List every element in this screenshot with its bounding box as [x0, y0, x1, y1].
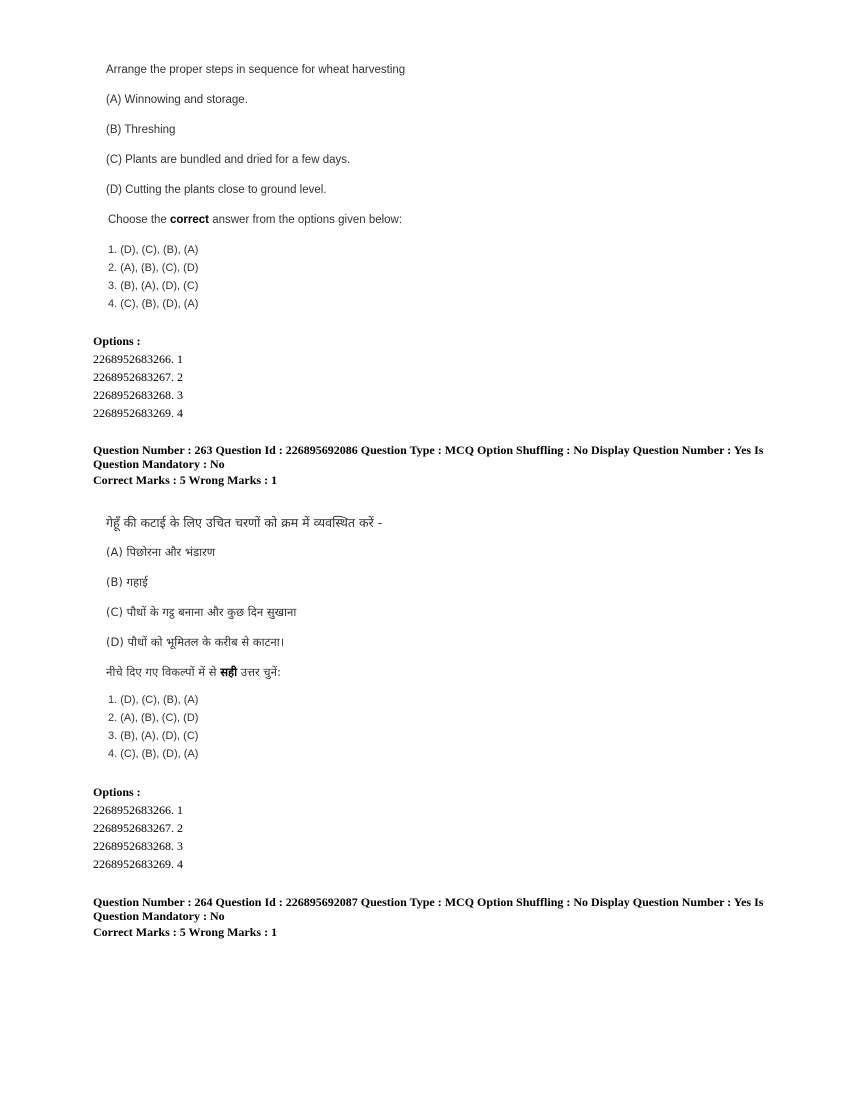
answer-item: 2. (A), (B), (C), (D)	[108, 712, 199, 724]
option-row: 2268952683266. 1	[93, 352, 183, 366]
statement-a: (A) Winnowing and storage.	[106, 94, 248, 106]
instruction	[106, 665, 281, 680]
instruction-emphasis: सही	[220, 665, 238, 679]
options-heading: Options :	[93, 785, 141, 799]
statement-d: (D) पौधों को भूमितल के करीब से काटना।	[106, 635, 285, 649]
statement-a: (A) पिछोरना और भंडारण	[106, 545, 216, 559]
question-stem: गेहूँ की कटाई के लिए उचित चरणों को क्रम में व्यवस्थित करें -	[106, 515, 383, 530]
option-row: 2268952683269. 4	[93, 857, 183, 871]
statement-c: (C) Plants are bundled and dried for a few days.	[106, 154, 351, 166]
options-heading: Options :	[93, 334, 141, 348]
marks-line: Correct Marks : 5 Wrong Marks : 1	[93, 473, 278, 487]
meta-line-2: Question Mandatory : No	[93, 909, 225, 923]
option-row: 2268952683268. 3	[93, 388, 183, 402]
option-row: 2268952683267. 2	[93, 370, 183, 384]
answer-item: 3. (B), (A), (D), (C)	[108, 280, 199, 292]
question-stem: Arrange the proper steps in sequence for wheat harvesting	[106, 64, 406, 76]
option-row: 2268952683269. 4	[93, 406, 183, 420]
instruction-prefix: Choose the	[108, 214, 171, 226]
option-row: 2268952683268. 3	[93, 839, 183, 853]
question-263-meta	[93, 443, 773, 487]
meta-line-1: Question Number : 263 Question Id : 226895692086 Question Type : MCQ Option Shuffling : No Display Question Number : Yes Is	[93, 443, 764, 457]
meta-line-1: Question Number : 264 Question Id : 226895692087 Question Type : MCQ Option Shuffling : No Display Question Number : Yes Is	[93, 895, 764, 909]
question-264-meta	[93, 895, 773, 939]
answer-item: 1. (D), (C), (B), (A)	[108, 244, 199, 256]
statement-b: (B) गहाई	[106, 575, 148, 589]
answer-item: 4. (C), (B), (D), (A)	[108, 298, 199, 310]
instruction-suffix: answer from the options given below:	[209, 214, 403, 226]
meta-line-2: Question Mandatory : No	[93, 457, 225, 471]
instruction	[108, 214, 402, 226]
instruction-emphasis: correct	[170, 214, 210, 226]
option-row: 2268952683267. 2	[93, 821, 183, 835]
answer-item: 2. (A), (B), (C), (D)	[108, 262, 199, 274]
statement-b: (B) Threshing	[106, 124, 176, 136]
statement-c: (C) पौधों के गट्ठ बनाना और कुछ दिन सुखाना	[106, 605, 297, 619]
marks-line: Correct Marks : 5 Wrong Marks : 1	[93, 925, 278, 939]
instruction-prefix: नीचे दिए गए विकल्पों में से	[106, 665, 221, 679]
statement-d: (D) Cutting the plants close to ground level.	[106, 184, 327, 196]
instruction-suffix: उत्तर चुनें:	[237, 665, 281, 679]
option-row: 2268952683266. 1	[93, 803, 183, 817]
answer-item: 4. (C), (B), (D), (A)	[108, 748, 199, 760]
answer-item: 1. (D), (C), (B), (A)	[108, 694, 199, 706]
answer-item: 3. (B), (A), (D), (C)	[108, 730, 199, 742]
